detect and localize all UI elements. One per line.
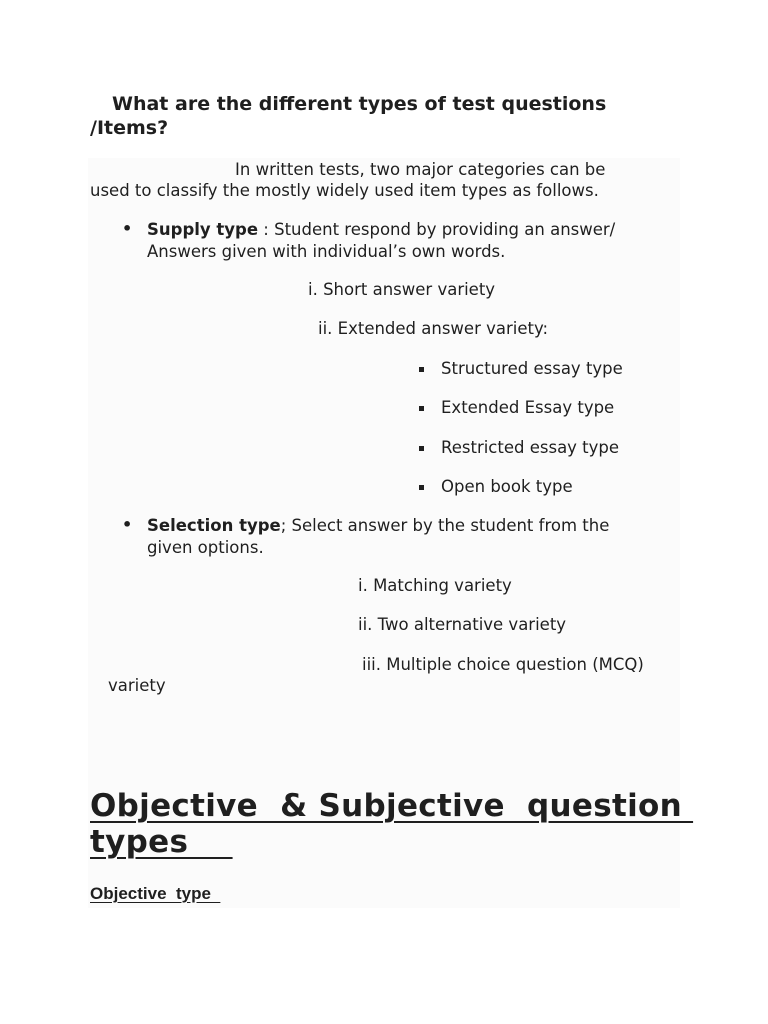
- selection-type-label: Selection type: [147, 516, 281, 535]
- supply-type-text1: : Student respond by providing an answer/: [258, 220, 616, 239]
- square-bullet-icon: [419, 485, 424, 490]
- intro-line1: In written tests, two major categories can be: [235, 160, 606, 179]
- section-heading-line2: types: [90, 824, 233, 860]
- question-title: [90, 92, 670, 140]
- selection-variety-3: iii. Multiple choice question (MCQ): [362, 655, 644, 674]
- selection-variety-1: i. Matching variety: [358, 576, 512, 595]
- bullet-dot-icon: •: [122, 515, 133, 534]
- question-title-line2: /Items?: [90, 117, 169, 139]
- section-heading-line1: Objective & Subjective question: [90, 788, 694, 824]
- essay-type-4: Open book type: [441, 477, 573, 496]
- selection-type-line1: [147, 515, 609, 536]
- essay-type-1: Structured essay type: [441, 359, 623, 378]
- essay-type-3: Restricted essay type: [441, 438, 620, 457]
- square-bullet-icon: [419, 446, 424, 451]
- supply-variety-2: ii. Extended answer variety:: [318, 319, 549, 338]
- section-heading: [90, 788, 693, 860]
- selection-variety-2: ii. Two alternative variety: [358, 615, 567, 634]
- supply-variety-1: i. Short answer variety: [308, 280, 496, 299]
- selection-type-line2: given options.: [147, 538, 264, 557]
- objective-type-subheading: Objective type: [90, 884, 221, 903]
- selection-variety-3-wrap: variety: [108, 676, 166, 695]
- supply-type-line2: Answers given with individual’s own words.: [147, 242, 506, 261]
- supply-type-line1: [147, 219, 615, 240]
- square-bullet-icon: [419, 367, 424, 372]
- bullet-dot-icon: •: [122, 219, 133, 238]
- selection-type-text1: ; Select answer by the student from the: [280, 516, 610, 535]
- square-bullet-icon: [419, 406, 424, 411]
- question-title-line1: What are the different types of test questions: [112, 93, 607, 115]
- intro-line2: used to classify the mostly widely used item types as follows.: [90, 181, 599, 200]
- essay-type-2: Extended Essay type: [441, 398, 615, 417]
- supply-type-label: Supply type: [147, 220, 259, 239]
